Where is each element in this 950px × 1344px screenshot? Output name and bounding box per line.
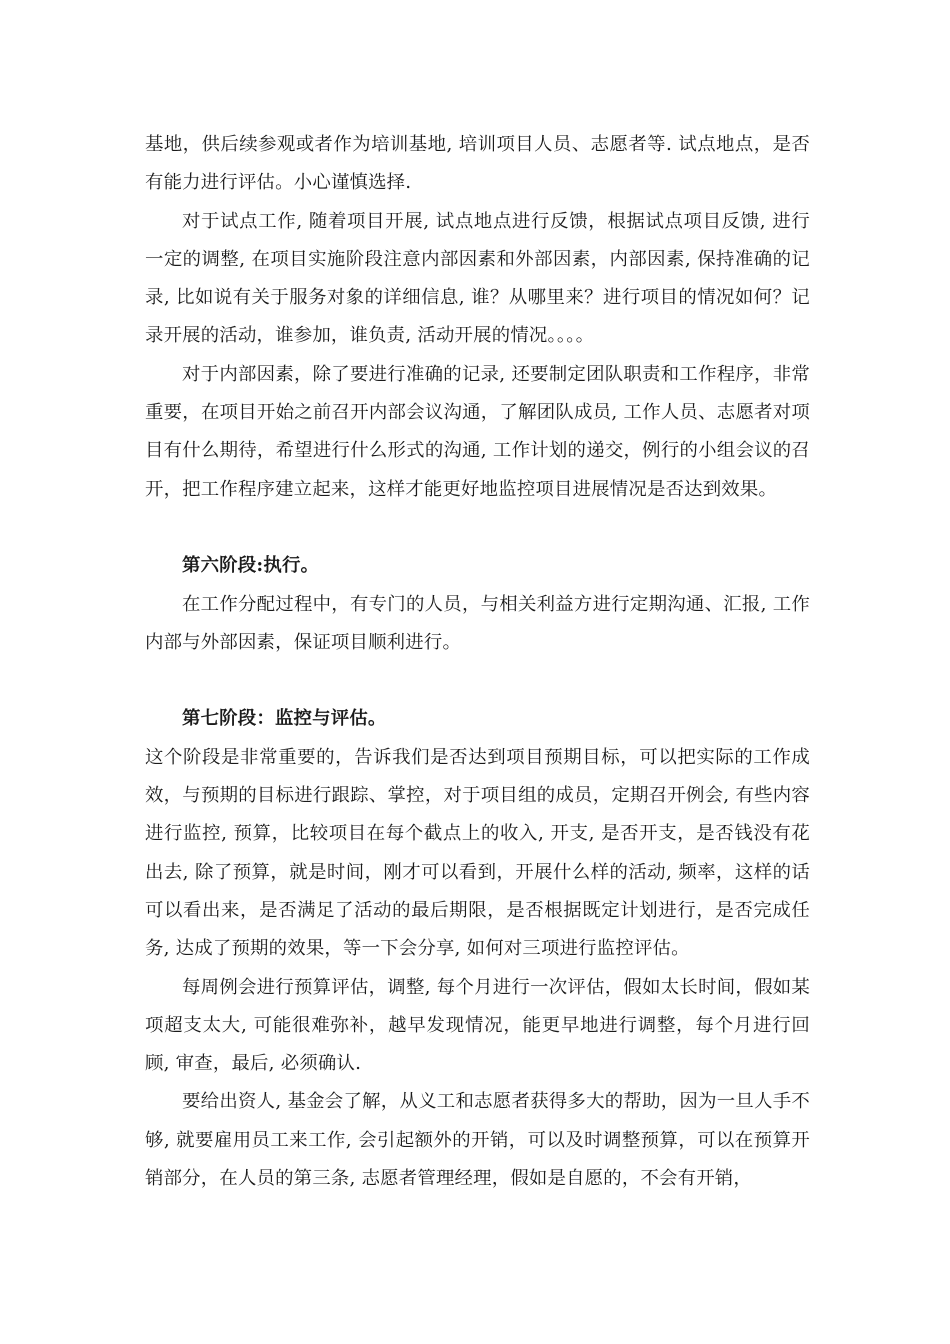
section-heading-stage-seven: 第七阶段：监控与评估。 <box>182 708 387 730</box>
paragraph-continuation: 基地，供后续参观或者作为培训基地, 培训项目人员、志愿者等. 试点地点，是否有能力进行评估。小心谨慎选择. <box>145 134 810 194</box>
paragraph-execution: 在工作分配过程中，有专门的人员，与相关利益方进行定期沟通、汇报, 工作内部与外部因素，保证项目顺利进行。 <box>145 593 810 653</box>
section-heading-stage-six: 第六阶段:执行。 <box>182 555 320 577</box>
paragraph-internal-factors: 对于内部因素，除了要进行准确的记录, 还要制定团队职责和工作程序，非常重要，在项目开始之前召开内部会议沟通，了解团队成员, 工作人员、志愿者对项目有什么期待，希望进行什么形式的沟通, 工作计划的递交，例行的小组会议的召开，把工作程序建立起来，这样才能更好地监控项目进展情况是否达到效果。 <box>145 363 810 500</box>
blank-line <box>145 662 810 700</box>
paragraph-weekly-review: 每周例会进行预算评估，调整, 每个月进行一次评估，假如太长时间，假如某项超支太大, 可能很难弥补，越早发现情况，能更早地进行调整，每个月进行回顾, 审查，最后, 必须确认. <box>145 976 810 1075</box>
paragraph-monitoring: 这个阶段是非常重要的，告诉我们是否达到项目预期目标，可以把实际的工作成效，与预期的目标进行跟踪、掌控，对于项目组的成员，定期召开例会, 有些内容进行监控, 预算，比较项目在每个截点上的收入, 开支, 是否开支，是否钱没有花出去, 除了预算，就是时间，刚才可以看到，开展什么样的活动, 频率，这样的话可以看出来，是否满足了活动的最后期限，是否根据既定计划进行，是否完成任务, 达成了预期的效果，等一下会分享, 如何对三项进行监控评估。 <box>145 746 810 960</box>
document-body <box>145 126 810 1198</box>
blank-line <box>145 509 810 547</box>
paragraph-funders: 要给出资人, 基金会了解，从义工和志愿者获得多大的帮助，因为一旦人手不够, 就要雇用员工来工作, 会引起额外的开销，可以及时调整预算，可以在预算开销部分，在人员的第三条, 志愿者管理经理，假如是自愿的，不会有开销， <box>145 1091 810 1190</box>
paragraph-pilot-work: 对于试点工作, 随着项目开展, 试点地点进行反馈，根据试点项目反馈, 进行一定的调整, 在项目实施阶段注意内部因素和外部因素，内部因素, 保持准确的记录, 比如说有关于服务对象的详细信息, 谁？从哪里来？进行项目的情况如何？记录开展的活动，谁参加，谁负责, 活动开展的情况。。。。 <box>145 210 810 347</box>
